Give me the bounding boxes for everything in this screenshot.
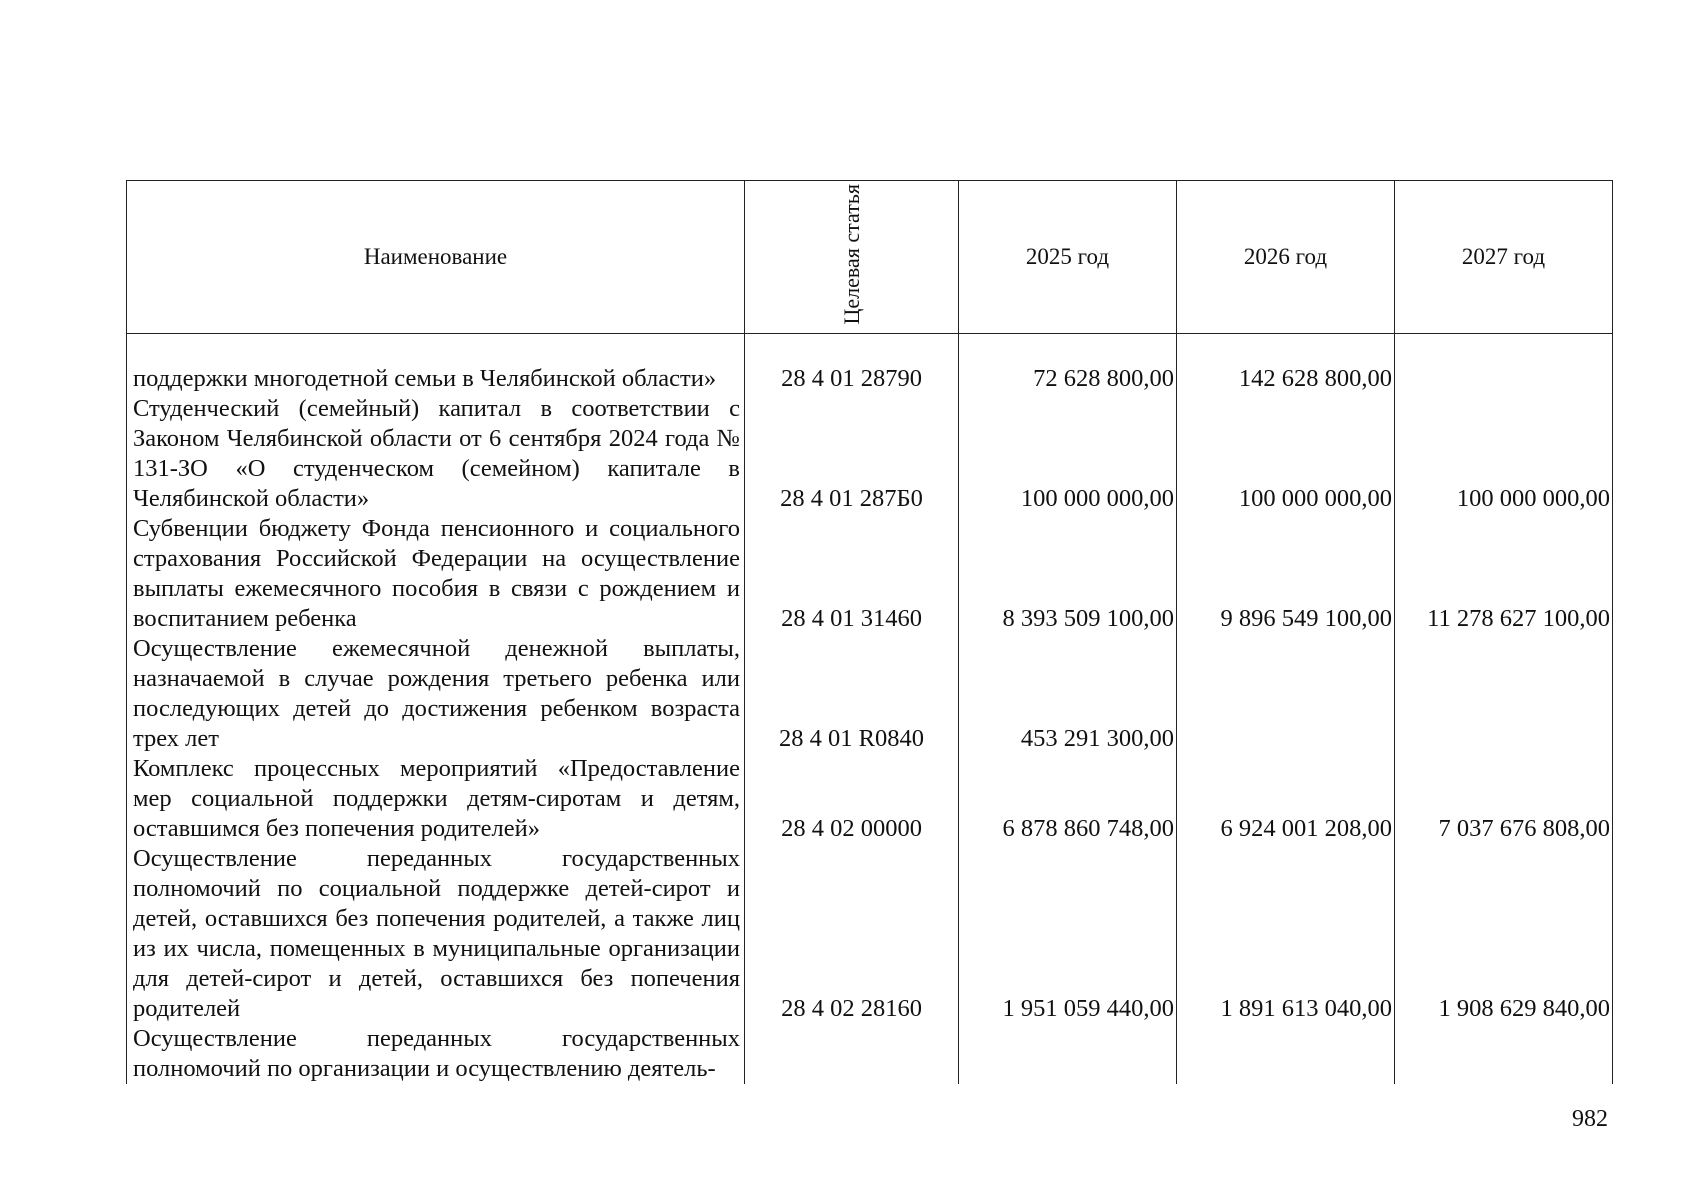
row-2026 <box>1177 634 1395 754</box>
row-2026 <box>1177 1024 1395 1084</box>
row-code: 28 4 01 R0840 <box>745 634 959 754</box>
row-2027: 11 278 627 100,00 <box>1395 514 1613 634</box>
row-2027 <box>1395 1024 1613 1084</box>
row-2027: 100 000 000,00 <box>1395 394 1613 514</box>
row-2025: 100 000 000,00 <box>959 394 1177 514</box>
row-2025 <box>959 1024 1177 1084</box>
table-row <box>127 754 1613 844</box>
row-name: Студенческий (семейный) капитал в соответствии с Законом Челябинской области от 6 сентября 2024 года № 131-ЗО «О студенческом (семейном) капитале в Челябинской области» <box>127 394 745 514</box>
row-2025: 72 628 800,00 <box>959 334 1177 395</box>
row-2026: 1 891 613 040,00 <box>1177 844 1395 1024</box>
budget-table <box>126 180 1613 1084</box>
row-2025: 8 393 509 100,00 <box>959 514 1177 634</box>
row-name: Комплекс процессных мероприятий «Предоставление мер социальной поддержки детям-сиротам и детям, оставшимся без попечения родителей» <box>127 754 745 844</box>
row-2027 <box>1395 634 1613 754</box>
row-name: Осуществление переданных государственных полномочий по организации и осуществлению деятель- <box>127 1024 745 1084</box>
row-code: 28 4 02 00000 <box>745 754 959 844</box>
row-2025: 453 291 300,00 <box>959 634 1177 754</box>
table-row <box>127 394 1613 514</box>
row-code: 28 4 01 28790 <box>745 334 959 395</box>
row-2026: 142 628 800,00 <box>1177 334 1395 395</box>
header-code-label: Целевая статья <box>838 183 864 325</box>
row-name: Осуществление переданных государственных полномочий по социальной поддержке детей-сирот и детей, оставшихся без попечения родителей, а также лиц из их числа, помещенных в муниципальные организации для детей-сирот и детей, оставшихся без попечения родителей <box>127 844 745 1024</box>
row-2026: 100 000 000,00 <box>1177 394 1395 514</box>
row-name: поддержки многодетной семьи в Челябинской области» <box>127 334 745 395</box>
row-2027 <box>1395 334 1613 395</box>
header-name: Наименование <box>127 181 745 334</box>
row-2025: 1 951 059 440,00 <box>959 844 1177 1024</box>
table-row <box>127 844 1613 1024</box>
table-row <box>127 334 1613 395</box>
header-2027: 2027 год <box>1395 181 1613 334</box>
header-code <box>745 181 959 334</box>
row-2025: 6 878 860 748,00 <box>959 754 1177 844</box>
row-code: 28 4 01 287Б0 <box>745 394 959 514</box>
row-name: Осуществление ежемесячной денежной выплаты, назначаемой в случае рождения третьего ребенка или последующих детей до достижения ребенком возраста трех лет <box>127 634 745 754</box>
row-code: 28 4 02 28160 <box>745 844 959 1024</box>
page-number: 982 <box>1572 1106 1608 1132</box>
row-code: 28 4 01 31460 <box>745 514 959 634</box>
row-2026: 6 924 001 208,00 <box>1177 754 1395 844</box>
row-2026: 9 896 549 100,00 <box>1177 514 1395 634</box>
table-row <box>127 634 1613 754</box>
row-code <box>745 1024 959 1084</box>
table-row <box>127 514 1613 634</box>
header-2026: 2026 год <box>1177 181 1395 334</box>
header-2025: 2025 год <box>959 181 1177 334</box>
row-2027: 7 037 676 808,00 <box>1395 754 1613 844</box>
table-body <box>127 334 1613 1085</box>
row-2027: 1 908 629 840,00 <box>1395 844 1613 1024</box>
table-row <box>127 1024 1613 1084</box>
table-header <box>127 181 1613 334</box>
row-name: Субвенции бюджету Фонда пенсионного и социального страхования Российской Федерации на осуществление выплаты ежемесячного пособия в связи с рождением и воспитанием ребенка <box>127 514 745 634</box>
